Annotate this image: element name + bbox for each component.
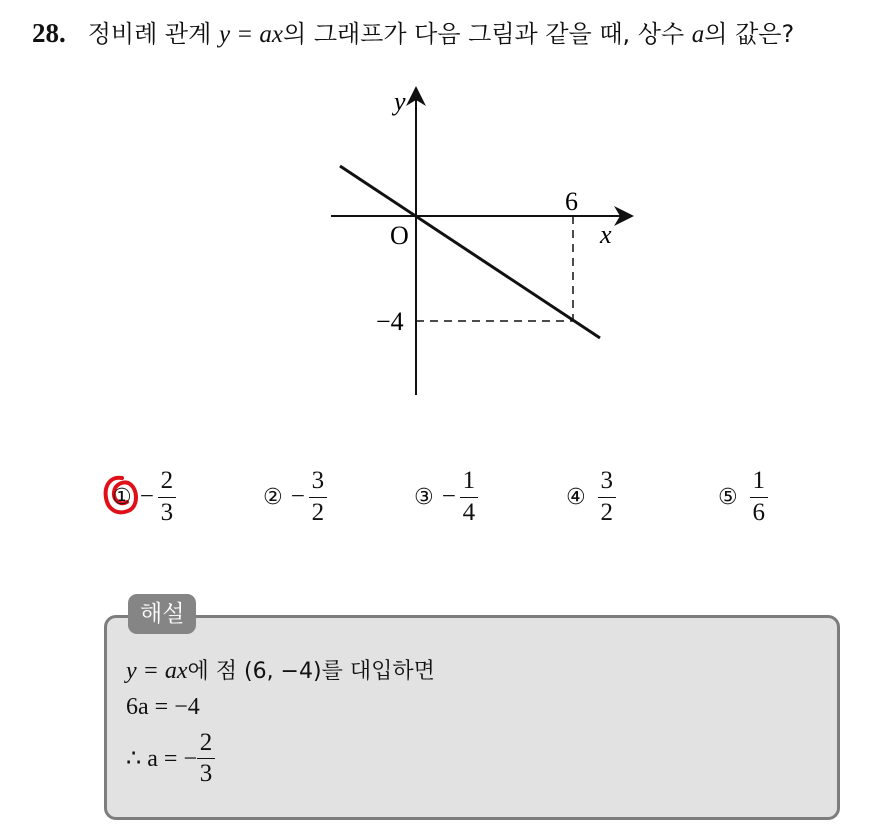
choice-fraction bbox=[309, 468, 327, 526]
choice-mark: ④ bbox=[566, 484, 586, 510]
question-constant: a bbox=[691, 21, 705, 48]
solution-line-1-text: 에 점 (6, −4)를 대입하면 bbox=[187, 659, 435, 684]
denominator: 4 bbox=[462, 498, 476, 526]
choice-1[interactable] bbox=[112, 462, 176, 532]
numerator: 2 bbox=[199, 729, 213, 756]
numerator: 2 bbox=[160, 467, 174, 495]
choice-sign: − bbox=[441, 483, 456, 510]
numerator: 1 bbox=[462, 467, 476, 495]
solution-tag: 해설 bbox=[128, 594, 196, 634]
question-equation: y = ax bbox=[218, 21, 283, 48]
answer-choices bbox=[0, 462, 884, 532]
numerator: 3 bbox=[600, 467, 613, 495]
choice-2[interactable] bbox=[263, 462, 327, 532]
numerator: 1 bbox=[752, 467, 765, 495]
choice-fraction bbox=[158, 468, 176, 526]
question-text-after: 의 값은? bbox=[704, 20, 795, 48]
choice-mark: ③ bbox=[414, 484, 434, 510]
origin-label: O bbox=[390, 221, 409, 250]
x-axis-label: x bbox=[600, 220, 612, 249]
y-tick-label: −4 bbox=[376, 307, 404, 336]
denominator: 3 bbox=[199, 760, 213, 788]
fraction-bar bbox=[598, 497, 616, 498]
fraction-bar bbox=[197, 758, 215, 759]
choice-fraction bbox=[598, 468, 616, 526]
choice-mark: ② bbox=[263, 484, 283, 510]
solution-equation: y = ax bbox=[126, 658, 188, 684]
choice-fraction bbox=[460, 468, 478, 526]
solution-line-3 bbox=[126, 730, 215, 788]
denominator: 2 bbox=[311, 498, 325, 526]
choice-mark: ⑤ bbox=[718, 484, 738, 510]
numerator: 3 bbox=[311, 467, 325, 495]
x-tick-label: 6 bbox=[565, 187, 578, 216]
choice-sign: − bbox=[139, 483, 154, 510]
question-number: 28. bbox=[32, 18, 66, 48]
fraction-bar bbox=[460, 497, 478, 498]
solution-box bbox=[104, 615, 840, 820]
denominator: 2 bbox=[600, 498, 613, 526]
choice-sign: − bbox=[290, 483, 305, 510]
choice-fraction bbox=[750, 468, 768, 526]
choice-5[interactable] bbox=[718, 462, 768, 532]
choice-mark: ① bbox=[112, 484, 132, 510]
question-text-middle: 의 그래프가 다음 그림과 같을 때, 상수 bbox=[283, 20, 692, 48]
solution-line-1 bbox=[126, 654, 435, 685]
fraction-bar bbox=[158, 497, 176, 498]
question-text-before: 정비례 관계 bbox=[87, 20, 219, 48]
denominator: 3 bbox=[160, 498, 174, 526]
y-axis-label: y bbox=[394, 87, 406, 116]
denominator: 6 bbox=[752, 498, 765, 526]
solution-fraction bbox=[197, 730, 215, 788]
solution-line-2: 6a = −4 bbox=[126, 694, 200, 720]
solution-line-3-prefix: ∴ a = − bbox=[126, 746, 197, 773]
choice-3[interactable] bbox=[414, 462, 478, 532]
choice-4[interactable] bbox=[566, 462, 616, 532]
fraction-bar bbox=[309, 497, 327, 498]
fraction-bar bbox=[750, 497, 768, 498]
